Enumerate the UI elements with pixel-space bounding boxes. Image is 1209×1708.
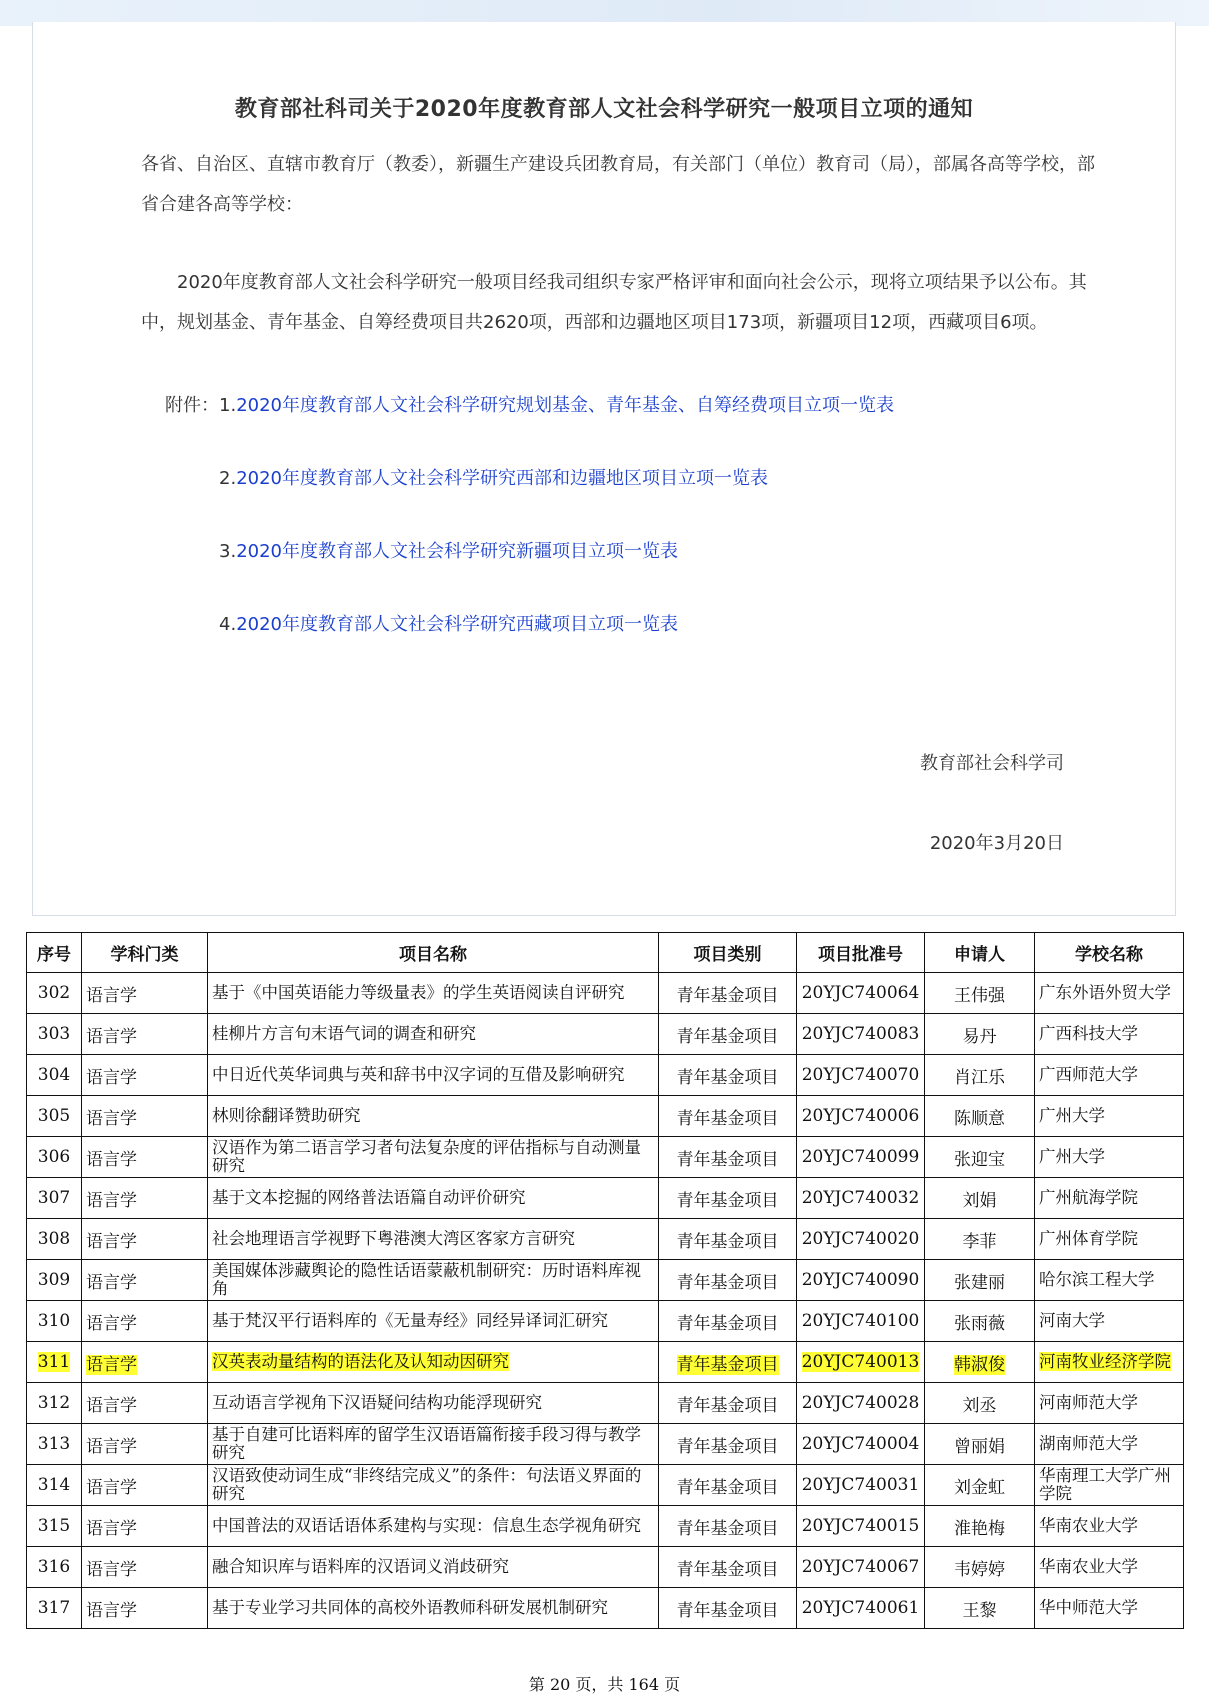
- table-row: [27, 1424, 1184, 1465]
- cell-seq: [27, 1342, 82, 1383]
- cell-school-text: 广州航海学院: [1039, 1188, 1138, 1207]
- cell-school: [1035, 1383, 1184, 1424]
- cell-school: [1035, 1055, 1184, 1096]
- cell-applicant: [925, 1137, 1035, 1178]
- cell-discipline: [82, 1342, 208, 1383]
- cell-approval-no-text: 20YJC740100: [801, 1311, 920, 1331]
- cell-school-text: 广东外语外贸大学: [1039, 983, 1171, 1002]
- notice-title: 教育部社科司关于2020年度教育部人文社会科学研究一般项目立项的通知: [234, 97, 974, 122]
- cell-discipline-text: 语言学: [86, 1354, 137, 1375]
- cell-project-name: [208, 1588, 659, 1629]
- table-row: [27, 973, 1184, 1014]
- cell-school-text: 河南师范大学: [1039, 1393, 1138, 1412]
- cell-seq-text: 302: [37, 983, 71, 1003]
- cell-project-name: [208, 973, 659, 1014]
- cell-seq: [27, 1178, 82, 1219]
- cell-applicant-text: 刘丞: [962, 1395, 997, 1416]
- cell-applicant: [925, 1424, 1035, 1465]
- cell-category-text: 青年基金项目: [676, 1272, 779, 1293]
- table-row: [27, 1014, 1184, 1055]
- attachment-link[interactable]: 2020年度教育部人文社会科学研究新疆项目立项一览表: [236, 541, 678, 562]
- cell-project-name-text: 基于文本挖掘的网络普法语篇自动评价研究: [212, 1188, 526, 1207]
- cell-applicant-text: 王伟强: [954, 985, 1005, 1006]
- cell-category: [659, 1424, 797, 1465]
- cell-category: [659, 1014, 797, 1055]
- cell-approval-no: [797, 1260, 925, 1301]
- cell-project-name: [208, 1424, 659, 1465]
- cell-school: [1035, 1588, 1184, 1629]
- cell-discipline-text: 语言学: [86, 1231, 137, 1252]
- cell-project-name-text: 美国媒体涉藏舆论的隐性话语蒙蔽机制研究：历时语料库视角: [212, 1261, 641, 1298]
- cell-discipline-text: 语言学: [86, 1436, 137, 1457]
- cell-seq: [27, 1260, 82, 1301]
- cell-applicant-text: 刘娟: [962, 1190, 997, 1211]
- attachment-3: [219, 537, 678, 567]
- cell-applicant: [925, 1383, 1035, 1424]
- cell-school-text: 哈尔滨工程大学: [1039, 1270, 1155, 1289]
- cell-seq-text: 303: [37, 1024, 71, 1044]
- cell-category: [659, 1055, 797, 1096]
- cell-school-text: 湖南师范大学: [1039, 1434, 1138, 1453]
- cell-applicant: [925, 1547, 1035, 1588]
- cell-project-name-text: 融合知识库与语料库的汉语词义消歧研究: [212, 1557, 509, 1576]
- cell-seq: [27, 1465, 82, 1506]
- cell-project-name-text: 互动语言学视角下汉语疑问结构功能浮现研究: [212, 1393, 542, 1412]
- cell-applicant-text: 陈顺意: [954, 1108, 1005, 1129]
- cell-seq: [27, 1301, 82, 1342]
- attachment-2: [219, 464, 768, 494]
- cell-school: [1035, 1301, 1184, 1342]
- attachment-num: 4.: [219, 614, 237, 635]
- cell-project-name-text: 基于《中国英语能力等级量表》的学生英语阅读自评研究: [212, 983, 625, 1002]
- cell-category: [659, 1465, 797, 1506]
- attachment-num: 3.: [219, 541, 237, 562]
- cell-category: [659, 1178, 797, 1219]
- cell-discipline-text: 语言学: [86, 1272, 137, 1293]
- cell-approval-no: [797, 973, 925, 1014]
- cell-project-name: [208, 1096, 659, 1137]
- notice-body: 2020年度教育部人文社会科学研究一般项目经我司组织专家严格评审和面向社会公示，现将立项结果予以公布。其中，规划基金、青年基金、自筹经费项目共2620项，西部和边疆地区项目173项，新疆项目12项，西藏项目6项。: [141, 272, 1087, 333]
- cell-applicant: [925, 973, 1035, 1014]
- cell-seq-text: 307: [37, 1188, 71, 1208]
- cell-category: [659, 1547, 797, 1588]
- cell-seq-text: 308: [37, 1229, 71, 1249]
- cell-project-name-text: 社会地理语言学视野下粤港澳大湾区客家方言研究: [212, 1229, 575, 1248]
- cell-project-name: [208, 1547, 659, 1588]
- cell-school: [1035, 1424, 1184, 1465]
- cell-project-name: [208, 1301, 659, 1342]
- cell-discipline-text: 语言学: [86, 1559, 137, 1580]
- cell-project-name-text: 汉语作为第二语言学习者句法复杂度的评估指标与自动测量研究: [212, 1138, 641, 1175]
- cell-discipline-text: 语言学: [86, 1026, 137, 1047]
- cell-school-text: 河南大学: [1039, 1311, 1105, 1330]
- cell-seq: [27, 1424, 82, 1465]
- cell-approval-no: [797, 1014, 925, 1055]
- cell-discipline: [82, 1219, 208, 1260]
- cell-approval-no: [797, 1178, 925, 1219]
- cell-applicant: [925, 1178, 1035, 1219]
- cell-project-name: [208, 1342, 659, 1383]
- cell-discipline: [82, 1547, 208, 1588]
- table-row: [27, 1465, 1184, 1506]
- cell-category: [659, 1383, 797, 1424]
- cell-seq-text: 305: [37, 1106, 71, 1126]
- cell-approval-no-text: 20YJC740004: [801, 1434, 920, 1454]
- cell-school: [1035, 1137, 1184, 1178]
- col-header: 项目批准号: [797, 933, 925, 973]
- cell-approval-no: [797, 1096, 925, 1137]
- cell-approval-no-text: 20YJC740070: [801, 1065, 920, 1085]
- cell-applicant-text: 淮艳梅: [954, 1518, 1005, 1539]
- cell-seq: [27, 1055, 82, 1096]
- cell-applicant-text: 张迎宝: [954, 1149, 1005, 1170]
- table-row: [27, 1506, 1184, 1547]
- cell-project-name-text: 林则徐翻译赞助研究: [212, 1106, 361, 1125]
- cell-school-text: 广州大学: [1039, 1147, 1105, 1166]
- cell-category: [659, 973, 797, 1014]
- cell-category-text: 青年基金项目: [676, 1354, 779, 1375]
- cell-project-name: [208, 1260, 659, 1301]
- cell-discipline-text: 语言学: [86, 1190, 137, 1211]
- cell-approval-no-text: 20YJC740013: [801, 1352, 920, 1372]
- attachment-num: 2.: [219, 468, 237, 489]
- cell-category: [659, 1301, 797, 1342]
- cell-discipline: [82, 1465, 208, 1506]
- attachment-link[interactable]: 2020年度教育部人文社会科学研究规划基金、青年基金、自筹经费项目立项一览表: [236, 395, 894, 416]
- cell-school-text: 广州大学: [1039, 1106, 1105, 1125]
- cell-project-name-text: 汉语致使动词生成“非终结完成义”的条件：句法语义界面的研究: [212, 1466, 642, 1503]
- cell-school: [1035, 1219, 1184, 1260]
- cell-category-text: 青年基金项目: [676, 1436, 779, 1457]
- cell-approval-no-text: 20YJC740031: [801, 1475, 920, 1495]
- cell-approval-no: [797, 1219, 925, 1260]
- cell-category-text: 青年基金项目: [676, 1559, 779, 1580]
- cell-category: [659, 1219, 797, 1260]
- cell-school: [1035, 1096, 1184, 1137]
- cell-approval-no: [797, 1424, 925, 1465]
- cell-approval-no: [797, 1547, 925, 1588]
- table-row: [27, 1096, 1184, 1137]
- cell-seq-text: 314: [37, 1475, 71, 1495]
- table-row: [27, 1055, 1184, 1096]
- cell-approval-no-text: 20YJC740028: [801, 1393, 920, 1413]
- cell-project-name-text: 中日近代英华词典与英和辞书中汉字词的互借及影响研究: [212, 1065, 625, 1084]
- table-row: [27, 1219, 1184, 1260]
- cell-seq: [27, 1137, 82, 1178]
- cell-project-name: [208, 1014, 659, 1055]
- cell-approval-no: [797, 1506, 925, 1547]
- cell-discipline: [82, 1383, 208, 1424]
- cell-discipline-text: 语言学: [86, 1600, 137, 1621]
- cell-seq: [27, 1096, 82, 1137]
- attachment-1: [165, 391, 894, 421]
- cell-seq: [27, 1383, 82, 1424]
- cell-category-text: 青年基金项目: [676, 1477, 779, 1498]
- cell-approval-no: [797, 1342, 925, 1383]
- cell-discipline: [82, 1260, 208, 1301]
- cell-approval-no-text: 20YJC740032: [801, 1188, 920, 1208]
- table-row: [27, 1588, 1184, 1629]
- cell-category: [659, 1096, 797, 1137]
- cell-approval-no-text: 20YJC740006: [801, 1106, 920, 1126]
- cell-discipline: [82, 1137, 208, 1178]
- cell-project-name: [208, 1178, 659, 1219]
- cell-school: [1035, 1342, 1184, 1383]
- table-row: [27, 1301, 1184, 1342]
- cell-discipline-text: 语言学: [86, 1149, 137, 1170]
- cell-seq-text: 311: [37, 1352, 71, 1372]
- col-header: 项目类别: [659, 933, 797, 973]
- col-header: 申请人: [925, 933, 1035, 973]
- cell-school-text: 华南理工大学广州学院: [1039, 1466, 1171, 1503]
- cell-approval-no-text: 20YJC740015: [801, 1516, 920, 1536]
- cell-school-text: 广州体育学院: [1039, 1229, 1138, 1248]
- cell-school-text: 华南农业大学: [1039, 1516, 1138, 1535]
- cell-discipline: [82, 1301, 208, 1342]
- table-row: [27, 1342, 1184, 1383]
- cell-approval-no: [797, 1588, 925, 1629]
- cell-discipline-text: 语言学: [86, 1067, 137, 1088]
- cell-discipline: [82, 973, 208, 1014]
- cell-project-name-text: 汉英表动量结构的语法化及认知动因研究: [212, 1352, 509, 1371]
- cell-discipline: [82, 1055, 208, 1096]
- cell-seq: [27, 1588, 82, 1629]
- cell-school-text: 华中师范大学: [1039, 1598, 1138, 1617]
- cell-approval-no-text: 20YJC740067: [801, 1557, 920, 1577]
- cell-discipline-text: 语言学: [86, 1108, 137, 1129]
- cell-category-text: 青年基金项目: [676, 1600, 779, 1621]
- cell-applicant: [925, 1260, 1035, 1301]
- cell-project-name: [208, 1465, 659, 1506]
- cell-discipline: [82, 1506, 208, 1547]
- cell-discipline: [82, 1014, 208, 1055]
- cell-discipline: [82, 1424, 208, 1465]
- cell-project-name-text: 基于专业学习共同体的高校外语教师科研发展机制研究: [212, 1598, 608, 1617]
- cell-approval-no-text: 20YJC740061: [801, 1598, 920, 1618]
- cell-applicant-text: 刘金虹: [954, 1477, 1005, 1498]
- cell-project-name: [208, 1055, 659, 1096]
- page-footer: 第 20 页，共 164 页: [528, 1675, 681, 1694]
- cell-applicant: [925, 1588, 1035, 1629]
- cell-school: [1035, 1506, 1184, 1547]
- project-table: [26, 932, 1184, 1629]
- cell-applicant: [925, 1301, 1035, 1342]
- cell-project-name: [208, 1506, 659, 1547]
- cell-category: [659, 1260, 797, 1301]
- cell-category-text: 青年基金项目: [676, 1313, 779, 1334]
- attachment-num: 1.: [219, 395, 237, 416]
- cell-approval-no-text: 20YJC740020: [801, 1229, 920, 1249]
- cell-school: [1035, 1260, 1184, 1301]
- cell-school-text: 广西科技大学: [1039, 1024, 1138, 1043]
- cell-school-text: 华南农业大学: [1039, 1557, 1138, 1576]
- cell-applicant-text: 王黎: [962, 1600, 997, 1621]
- cell-approval-no-text: 20YJC740064: [801, 983, 920, 1003]
- notice-date: 2020年3月20日: [929, 833, 1064, 854]
- cell-category: [659, 1342, 797, 1383]
- cell-seq-text: 306: [37, 1147, 71, 1167]
- cell-seq-text: 310: [37, 1311, 71, 1331]
- col-header: 学科门类: [82, 933, 208, 973]
- cell-school: [1035, 1178, 1184, 1219]
- cell-approval-no-text: 20YJC740099: [801, 1147, 920, 1167]
- cell-applicant: [925, 1465, 1035, 1506]
- col-header: 学校名称: [1035, 933, 1184, 973]
- cell-discipline-text: 语言学: [86, 1518, 137, 1539]
- cell-discipline: [82, 1096, 208, 1137]
- cell-category-text: 青年基金项目: [676, 1067, 779, 1088]
- cell-category: [659, 1137, 797, 1178]
- cell-project-name: [208, 1383, 659, 1424]
- cell-seq: [27, 1547, 82, 1588]
- cell-applicant-text: 张雨薇: [954, 1313, 1005, 1334]
- cell-seq: [27, 1506, 82, 1547]
- cell-school-text: 河南牧业经济学院: [1039, 1352, 1171, 1371]
- attachment-link[interactable]: 2020年度教育部人文社会科学研究西部和边疆地区项目立项一览表: [236, 468, 768, 489]
- cell-seq-text: 313: [37, 1434, 71, 1454]
- cell-discipline-text: 语言学: [86, 985, 137, 1006]
- cell-category: [659, 1588, 797, 1629]
- table-row: [27, 1137, 1184, 1178]
- cell-applicant: [925, 1219, 1035, 1260]
- attachment-4: [219, 610, 678, 640]
- cell-applicant: [925, 1096, 1035, 1137]
- cell-seq-text: 316: [37, 1557, 71, 1577]
- cell-applicant: [925, 1055, 1035, 1096]
- cell-applicant-text: 曾丽娟: [954, 1436, 1005, 1457]
- cell-project-name-text: 桂柳片方言句末语气词的调查和研究: [212, 1024, 476, 1043]
- cell-discipline-text: 语言学: [86, 1477, 137, 1498]
- cell-approval-no-text: 20YJC740083: [801, 1024, 920, 1044]
- cell-seq-text: 315: [37, 1516, 71, 1536]
- cell-approval-no-text: 20YJC740090: [801, 1270, 920, 1290]
- notice-addressee: 各省、自治区、直辖市教育厅（教委），新疆生产建设兵团教育局，有关部门（单位）教育司（局），部属各高等学校，部省合建各高等学校：: [141, 154, 1095, 215]
- cell-category-text: 青年基金项目: [676, 1026, 779, 1047]
- table-header-row: [27, 933, 1184, 973]
- cell-approval-no: [797, 1055, 925, 1096]
- cell-applicant-text: 韦婷婷: [954, 1559, 1005, 1580]
- cell-project-name: [208, 1137, 659, 1178]
- cell-approval-no: [797, 1301, 925, 1342]
- cell-discipline-text: 语言学: [86, 1313, 137, 1334]
- cell-applicant: [925, 1506, 1035, 1547]
- cell-project-name-text: 基于梵汉平行语料库的《无量寿经》同经异译词汇研究: [212, 1311, 608, 1330]
- cell-school: [1035, 973, 1184, 1014]
- cell-approval-no: [797, 1137, 925, 1178]
- cell-category-text: 青年基金项目: [676, 1518, 779, 1539]
- cell-applicant-text: 韩淑俊: [954, 1354, 1005, 1375]
- col-header: 序号: [27, 933, 82, 973]
- cell-discipline-text: 语言学: [86, 1395, 137, 1416]
- cell-applicant: [925, 1342, 1035, 1383]
- cell-category-text: 青年基金项目: [676, 1231, 779, 1252]
- attachment-prefix: 附件：: [165, 395, 219, 416]
- cell-discipline: [82, 1178, 208, 1219]
- cell-applicant-text: 张建丽: [954, 1272, 1005, 1293]
- cell-school: [1035, 1547, 1184, 1588]
- cell-school: [1035, 1014, 1184, 1055]
- cell-applicant-text: 肖江乐: [954, 1067, 1005, 1088]
- notice-signature: 教育部社会科学司: [920, 753, 1064, 774]
- cell-project-name: [208, 1219, 659, 1260]
- cell-applicant-text: 易丹: [962, 1026, 997, 1047]
- table-row: [27, 1547, 1184, 1588]
- table-row: [27, 1260, 1184, 1301]
- cell-seq: [27, 1219, 82, 1260]
- cell-project-name-text: 基于自建可比语料库的留学生汉语语篇衔接手段习得与教学研究: [212, 1425, 641, 1462]
- cell-seq: [27, 1014, 82, 1055]
- cell-category-text: 青年基金项目: [676, 985, 779, 1006]
- cell-seq: [27, 973, 82, 1014]
- notice-panel: [32, 22, 1176, 916]
- cell-seq-text: 304: [37, 1065, 71, 1085]
- cell-category-text: 青年基金项目: [676, 1190, 779, 1211]
- cell-category-text: 青年基金项目: [676, 1395, 779, 1416]
- cell-category: [659, 1506, 797, 1547]
- attachment-link[interactable]: 2020年度教育部人文社会科学研究西藏项目立项一览表: [236, 614, 678, 635]
- cell-seq-text: 312: [37, 1393, 71, 1413]
- cell-applicant-text: 李菲: [962, 1231, 997, 1252]
- cell-approval-no: [797, 1465, 925, 1506]
- cell-seq-text: 309: [37, 1270, 71, 1290]
- cell-approval-no: [797, 1383, 925, 1424]
- table-row: [27, 1178, 1184, 1219]
- project-table-wrap: [26, 932, 1183, 1629]
- cell-category-text: 青年基金项目: [676, 1108, 779, 1129]
- cell-category-text: 青年基金项目: [676, 1149, 779, 1170]
- col-header: 项目名称: [208, 933, 659, 973]
- cell-applicant: [925, 1014, 1035, 1055]
- cell-project-name-text: 中国普法的双语话语体系建构与实现：信息生态学视角研究: [212, 1516, 641, 1535]
- cell-school: [1035, 1465, 1184, 1506]
- cell-discipline: [82, 1588, 208, 1629]
- cell-school-text: 广西师范大学: [1039, 1065, 1138, 1084]
- table-row: [27, 1383, 1184, 1424]
- cell-seq-text: 317: [37, 1598, 71, 1618]
